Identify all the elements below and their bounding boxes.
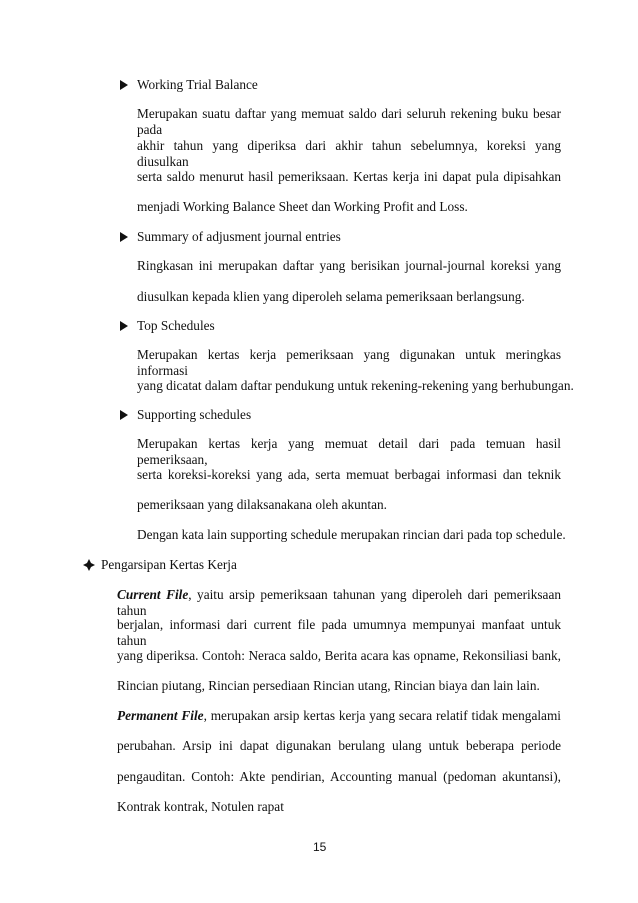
body-line: Merupakan kertas kerja pemeriksaan yang digunakan untuk meringkas informasi [137, 347, 561, 378]
arrow-bullet-icon [120, 408, 128, 424]
body-line: diusulkan kepada klien yang diperoleh selama pemeriksaan berlangsung. [137, 289, 525, 304]
section-heading: Working Trial Balance [137, 77, 258, 92]
body-line: menjadi Working Balance Sheet dan Working Profit and Loss. [137, 199, 468, 214]
body-line: pemeriksaan yang dilaksanakana oleh akuntan. [137, 497, 387, 512]
section-heading: Summary of adjusment journal entries [137, 229, 341, 244]
body-line: serta koreksi-koreksi yang ada, serta memuat berbagai informasi dan teknik [137, 467, 561, 482]
body-text: , yaitu arsip pemeriksaan tahunan yang diperoleh dari pemeriksaan tahun [117, 587, 562, 618]
body-line: berjalan, informasi dari current file pada umumnya mempunyai manfaat untuk tahun [117, 617, 561, 648]
body-line: yang dicatat dalam daftar pendukung untuk rekening-rekening yang berhubungan. [137, 378, 574, 393]
term-current-file: Current File [117, 587, 189, 602]
section-heading: Supporting schedules [137, 407, 252, 422]
page-number: 15 [313, 840, 327, 854]
body-line [117, 708, 561, 724]
body-text: , merupakan arsip kertas kerja yang secara relatif tidak mengalami [203, 708, 561, 723]
arrow-bullet-icon [120, 78, 128, 94]
arrow-bullet-icon [120, 230, 128, 246]
body-line: Kontrak kontrak, Notulen rapat [117, 799, 284, 814]
body-line: akhir tahun yang diperiksa dari akhir tahun sebelumnya, koreksi yang diusulkan [137, 138, 561, 169]
body-line: serta saldo menurut hasil pemeriksaan. Kertas kerja ini dapat pula dipisahkan [137, 169, 561, 184]
body-line: Merupakan suatu daftar yang memuat saldo dari seluruh rekening buku besar pada [137, 106, 561, 137]
body-line: pengauditan. Contoh: Akte pendirian, Accounting manual (pedoman akuntansi), [117, 769, 561, 784]
diamond-bullet-icon [83, 559, 95, 571]
body-line: Ringkasan ini merupakan daftar yang berisikan journal-journal koreksi yang [137, 258, 561, 273]
section-heading: Pengarsipan Kertas Kerja [101, 557, 237, 572]
body-line: perubahan. Arsip ini dapat digunakan berulang ulang untuk beberapa periode [117, 738, 561, 753]
body-line [117, 587, 561, 619]
body-line: yang diperiksa. Contoh: Neraca saldo, Berita acara kas opname, Rekonsiliasi bank, [117, 648, 561, 663]
section-heading: Top Schedules [137, 318, 215, 333]
body-line: Rincian piutang, Rincian persediaan Rincian utang, Rincian biaya dan lain lain. [117, 678, 540, 693]
arrow-bullet-icon [120, 319, 128, 335]
body-line: Merupakan kertas kerja yang memuat detail dari pada temuan hasil pemeriksaan, [137, 436, 561, 467]
term-permanent-file: Permanent File [117, 708, 204, 723]
body-line: Dengan kata lain supporting schedule merupakan rincian dari pada top schedule. [137, 527, 566, 542]
